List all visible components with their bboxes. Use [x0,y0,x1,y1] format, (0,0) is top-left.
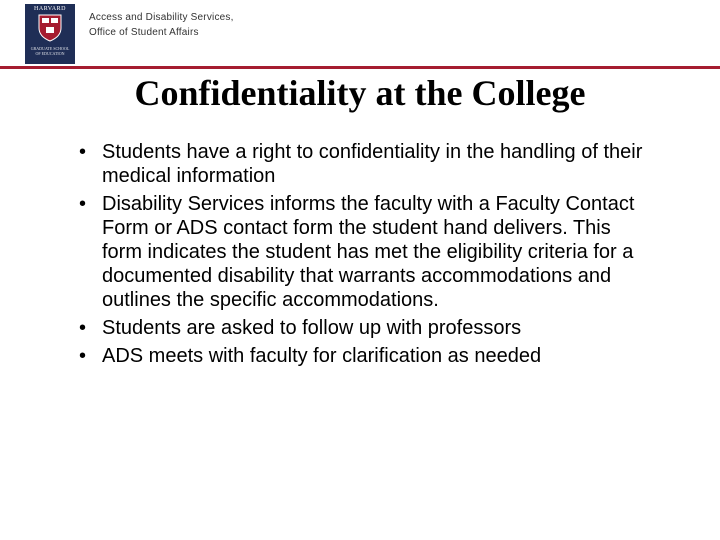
bullet-list [76,140,646,372]
department-line-2: Office of Student Affairs [89,27,199,38]
bullet-text: ADS meets with faculty for clarification as needed [102,345,542,367]
bullet-icon: • [79,141,87,163]
header-divider [0,66,720,69]
bullet-item [76,140,646,188]
bullet-text: Students have a right to confidentiality in the handling of their medical information [102,141,643,187]
department-name [89,10,234,40]
slide-header [0,0,720,70]
bullet-icon: • [79,193,87,215]
bullet-icon: • [79,317,87,339]
logo-bottom-text: GRADUATE SCHOOL OF EDUCATION [30,46,70,56]
bullet-item [76,316,646,340]
bullet-text: Students are asked to follow up with professors [102,317,522,339]
bullet-text: Disability Services informs the faculty with a Faculty Contact Form or ADS contact form the student hand delivers. This form indicates the student has met the eligibility criteria for a documented disability that warrants accommodations and outlines the specific accommodations. [102,193,635,311]
shield-icon [38,14,62,42]
slide-title: Confidentiality at the College [134,73,586,113]
logo-top-text: HARVARD [34,6,66,12]
department-line-1: Access and Disability Services, [89,12,234,23]
bullet-item [76,344,646,368]
harvard-shield-icon [25,4,75,64]
bullet-icon: • [79,345,87,367]
bullet-item [76,192,646,312]
